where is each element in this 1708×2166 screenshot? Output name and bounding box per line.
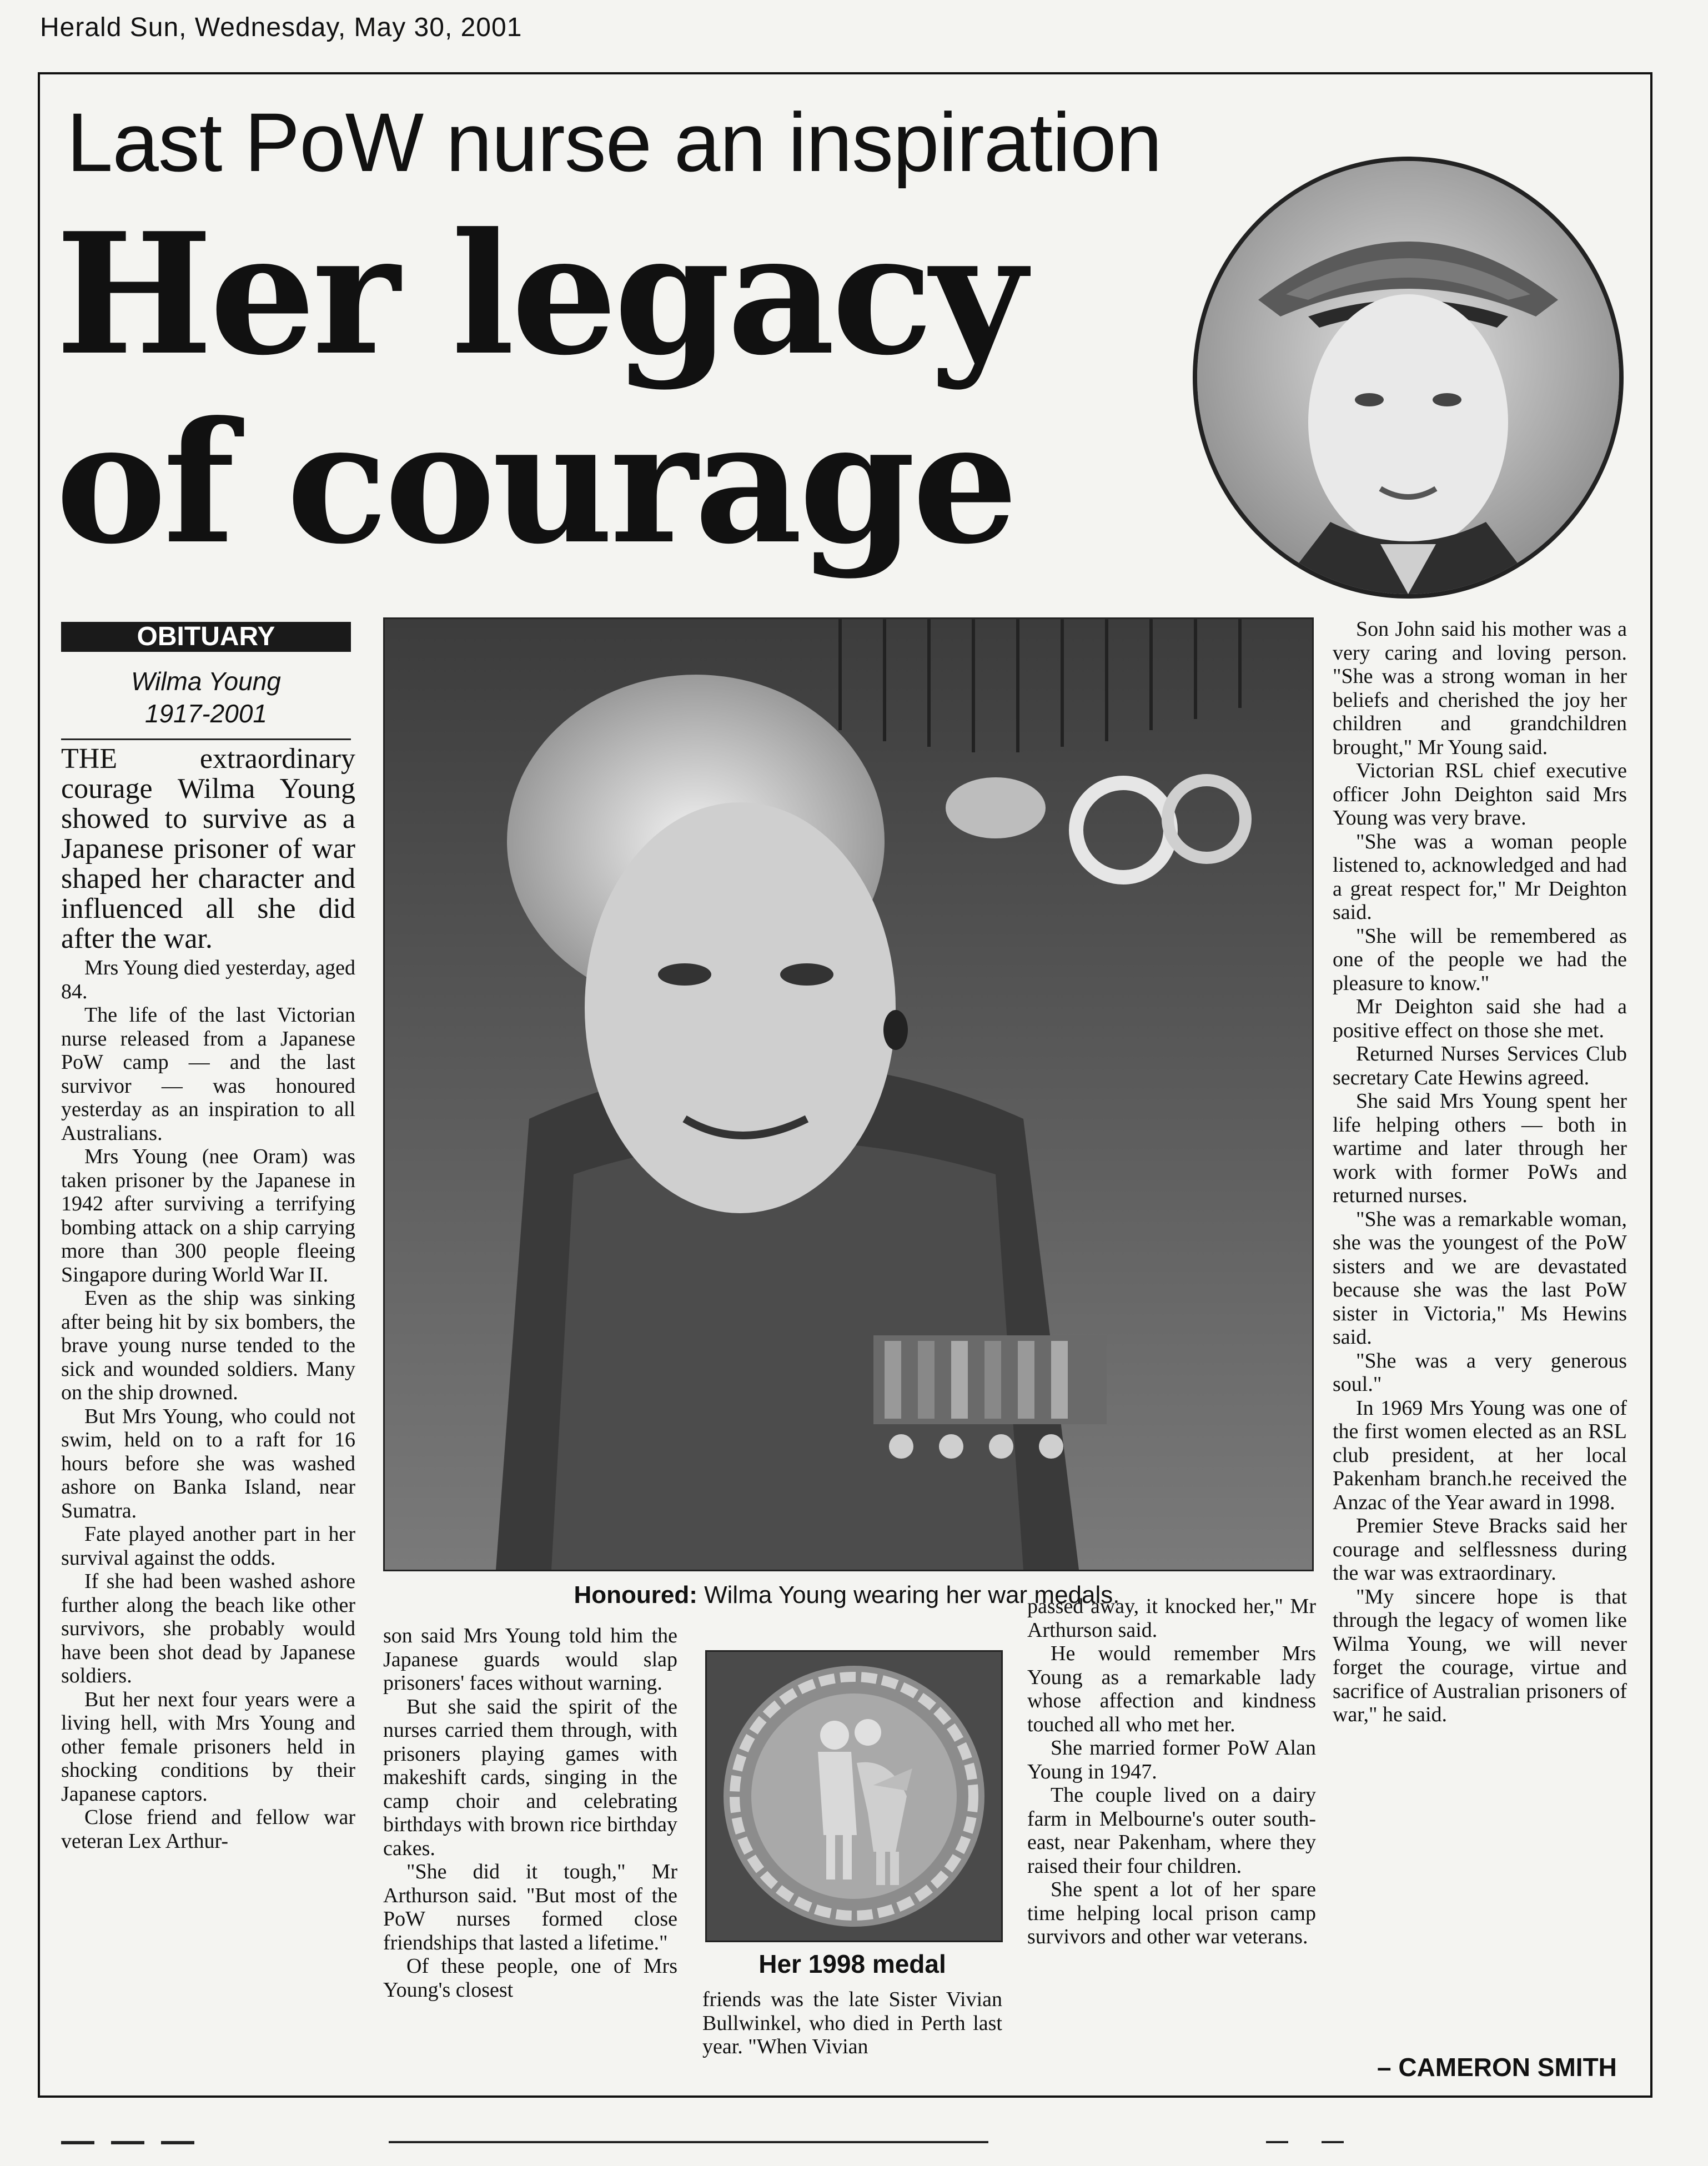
paragraph: Returned Nurses Services Club secretary Cate Hewins agreed. [1333, 1042, 1627, 1089]
headline-line-2: of courage [56, 385, 1015, 581]
paragraph: "She will be remembered as one of the people we had the pleasure to know." [1333, 924, 1627, 995]
paragraph: "She did it tough," Mr Arthurson said. "But most of the PoW nurses formed close friendships that lasted a lifetime." [383, 1860, 677, 1954]
paragraph: "She was a remarkable woman, she was the youngest of the PoW sisters and we are devastated because she was the last PoW sister in Victoria," Ms Hewins said. [1333, 1207, 1627, 1349]
paragraph: She spent a lot of her spare time helping local prison camp survivors and other war veterans. [1027, 1878, 1316, 1948]
paragraph: In 1969 Mrs Young was one of the first women elected as an RSL club president, at her local Pakenham branch.he received the Anzac of the Year award in 1998. [1333, 1396, 1627, 1514]
footer-rule [61, 2141, 94, 2144]
paragraph: Mrs Young died yesterday, aged 84. [61, 956, 355, 1003]
paragraph: Mrs Young (nee Oram) was taken prisoner by the Japanese in 1942 after surviving a terrifying bombing attack on a ship carrying more than 300 people fleeing Singapore during World War II. [61, 1145, 355, 1286]
paragraph: "She was a woman people listened to, acknowledged and had a great respect for," Mr Deighton said. [1333, 830, 1627, 924]
footer-rule [389, 2141, 988, 2143]
lead-paragraph: THE extraordinary courage Wilma Young showed to survive as a Japanese prisoner of war shaped her character and influenced all she did after the war. [61, 743, 355, 954]
obituary-rule [61, 738, 351, 740]
paragraph: friends was the late Sister Vivian Bullwinkel, who died in Perth last year. "When Vivian [702, 1988, 1002, 2058]
paragraph: But her next four years were a living hell, with Mrs Young and other female prisoners held in shocking conditions by their Japanese captors. [61, 1687, 355, 1806]
paragraph: Of these people, one of Mrs Young's closest [383, 1954, 677, 2002]
footer-rule [111, 2141, 144, 2144]
caption-label: Honoured: [574, 1581, 697, 1609]
paragraph: passed away, it knocked her," Mr Arthurson said. [1027, 1595, 1316, 1642]
kicker-headline: Last PoW nurse an inspiration [67, 96, 1162, 189]
portrait-photo [1193, 157, 1624, 599]
column-1 [61, 744, 355, 1853]
paragraph: The couple lived on a dairy farm in Melbourne's outer south-east, near Pakenham, where they raised their four children. [1027, 1783, 1316, 1878]
paragraph: "She was a very generous soul." [1333, 1349, 1627, 1396]
column-4 [1333, 617, 1627, 1727]
medal-caption: Her 1998 medal [758, 1949, 946, 1978]
paragraph: Close friend and fellow war veteran Lex Arthur- [61, 1806, 355, 1853]
paragraph: But Mrs Young, who could not swim, held on to a raft for 16 hours before she was washed ashore on Banka Island, near Sumatra. [61, 1404, 355, 1522]
paragraph: Mr Deighton said she had a positive effect on those she met. [1333, 995, 1627, 1042]
byline: – CAMERON SMITH [1377, 2053, 1617, 2082]
paragraph: She married former PoW Alan Young in 1947. [1027, 1736, 1316, 1783]
obituary-years: 1917-2001 [145, 699, 267, 728]
paragraph: But she said the spirit of the nurses carried them through, with prisoners playing games with makeshift cards, singing in the camp choir and celebrating birthdays with brown rice birthday cakes. [383, 1695, 677, 1860]
obituary-name-block [61, 665, 351, 730]
column-2 [383, 1624, 677, 2002]
obituary-label: OBITUARY [61, 622, 351, 652]
paragraph: Fate played another part in her survival against the odds. [61, 1522, 355, 1570]
paragraph: If she had been washed ashore further along the beach like other survivors, she probably would have been shot dead by Japanese soldiers. [61, 1570, 355, 1687]
masthead: Herald Sun, Wednesday, May 30, 2001 [40, 13, 523, 42]
paragraph: Victorian RSL chief executive officer John Deighton said Mrs Young was very brave. [1333, 759, 1627, 830]
paragraph: son said Mrs Young told him the Japanese guards would slap prisoners' faces without warning. [383, 1624, 677, 1695]
column-3 [1027, 1595, 1316, 1949]
footer-rule [161, 2141, 194, 2144]
paragraph: Premier Steve Bracks said her courage and selflessness during the war was extraordinary. [1333, 1514, 1627, 1585]
column-medal-text [702, 1988, 1002, 2059]
footer-rule [1322, 2141, 1344, 2143]
medal-photo [705, 1650, 1003, 1942]
headline-line-1: Her legacy [56, 196, 1023, 392]
paragraph: The life of the last Victorian nurse released from a Japanese PoW camp — and the last survivor — was honoured yesterday as an inspiration to all Australians. [61, 1003, 355, 1145]
paragraph: "My sincere hope is that through the legacy of women like Wilma Young, we will never forget the courage, virtue and sacrifice of Australian prisoners of war," he said. [1333, 1585, 1627, 1726]
paragraph: She said Mrs Young spent her life helping others — both in wartime and later through her work with former PoWs and returned nurses. [1333, 1089, 1627, 1207]
obituary-name: Wilma Young [131, 667, 281, 696]
main-photo [383, 617, 1314, 1571]
paragraph: He would remember Mrs Young as a remarkable lady whose affection and kindness touched all who met her. [1027, 1642, 1316, 1736]
paragraph: Even as the ship was sinking after being hit by six bombers, the brave young nurse tended to the sick and wounded soldiers. Many on the ship drowned. [61, 1286, 355, 1404]
paragraph: Son John said his mother was a very caring and loving person. "She was a strong woman in her beliefs and cherished the joy her children and grandchildren brought," Mr Young said. [1333, 617, 1627, 759]
footer-rule [1266, 2141, 1288, 2143]
caption-text: Wilma Young wearing her war medals. [697, 1581, 1120, 1609]
